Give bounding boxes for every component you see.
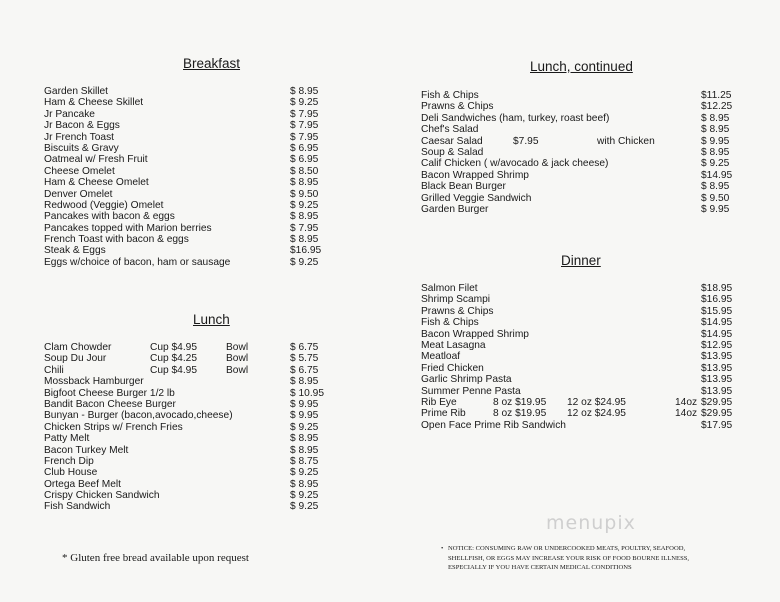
item-name: Chili [44,364,64,376]
item-price: $14.95 [701,169,733,181]
item-price: $ 8.95 [290,433,319,445]
menu-item-row [421,158,741,169]
item-price: $ 9.95 [290,398,319,410]
item-bowl: Bowl [226,353,249,365]
item-name: Ortega Beef Melt [44,478,122,490]
dinner-list [421,283,741,431]
item-price: $14.95 [701,317,733,329]
item-name: Patty Melt [44,433,90,445]
item-cup: Cup $4.95 [150,364,198,376]
item-name: Eggs w/choice of bacon, ham or sausage [44,256,231,268]
item-price: $ 9.25 [701,158,730,170]
menu-item-row [44,410,334,421]
item-name: Club House [44,467,98,479]
item-price: $ 6.95 [290,142,319,154]
item-price: $13.95 [701,374,733,386]
breakfast-heading: Breakfast [183,56,241,71]
menu-item-row [44,177,334,188]
menu-item-row [421,294,741,305]
item-price: $ 7.95 [290,120,319,132]
menu-item-row [44,120,334,131]
item-name: Soup & Salad [421,146,484,158]
item-mid: $7.95 [513,135,539,147]
menu-item-row [44,467,334,478]
item-price: $ 8.95 [701,181,730,193]
item-price: $ 8.95 [290,177,319,189]
item-price: $13.95 [701,385,733,397]
menu-item-row [44,143,334,154]
item-price: $ 8.95 [701,112,730,124]
item-name: Jr French Toast [44,131,115,143]
menu-item-row [44,109,334,120]
item-name: Ham & Cheese Skillet [44,97,144,109]
menu-item-row [421,90,741,101]
item-price: $ 10.95 [290,387,324,399]
item-name: Rib Eye [421,396,457,408]
item-name: Denver Omelet [44,188,113,200]
item-name: Meatloaf [421,351,461,363]
item-bowl: Bowl [226,342,249,353]
item-name: Open Face Prime Rib Sandwich [421,419,566,431]
menu-item-row [44,422,334,433]
menu-item-row [421,363,741,374]
item-price: $ 8.95 [290,444,319,456]
gluten-free-note: * Gluten free bread available upon request [62,552,249,564]
item-name: Bigfoot Cheese Burger 1/2 lb [44,387,175,399]
item-price: $13.95 [701,351,733,363]
menu-item-row [421,386,741,397]
item-price: $ 6.75 [290,364,319,376]
dinner-heading: Dinner [561,253,601,268]
item-price: $ 7.95 [290,131,319,143]
item-name: Prime Rib [421,408,466,420]
item-price: $ 9.50 [290,188,319,200]
item-price: $ 9.25 [290,501,319,513]
item-cup: Cup $4.25 [150,353,198,365]
item-price: $18.95 [701,283,733,294]
menu-item-row [44,456,334,467]
item-name: French Toast with bacon & eggs [44,234,189,246]
menu-item-row [44,342,334,353]
menu-item-row [421,136,741,147]
item-name: Steak & Eggs [44,245,106,257]
menu-item-row [421,306,741,317]
menu-item-row [421,124,741,135]
menu-item-row [44,166,334,177]
menu-item-row [44,189,334,200]
menu-item-row [421,113,741,124]
menu-item-row [421,374,741,385]
item-name: Summer Penne Pasta [421,385,521,397]
item-price: $ 8.50 [290,165,319,177]
item-price: $15.95 [701,305,733,317]
item-name: Chicken Strips w/ French Fries [44,421,183,433]
item-cup: Cup $4.95 [150,342,198,353]
item-name: Caesar Salad [421,135,483,147]
item-price: $16.95 [290,245,322,257]
menu-item-row [44,154,334,165]
item-price: $ 9.95 [701,203,730,215]
item-price: $12.95 [701,339,733,351]
item-bowl: Bowl [226,364,249,376]
item-price: $29.95 [701,408,733,420]
item-price: $16.95 [701,294,733,306]
food-safety-notice [441,544,768,573]
item-extra: with Chicken [597,135,655,147]
item-oz12: 12 oz $24.95 [567,408,626,420]
item-price: $29.95 [701,396,733,408]
notice-line-2: SHELLFISH, OR EGGS MAY INCREASE YOUR RISK OF FOOD BOURNE ILLNESS, [448,554,690,562]
item-oz8: 8 oz $19.95 [493,396,547,408]
item-name: Fried Chicken [421,362,484,374]
item-price: $ 9.25 [290,199,319,211]
item-oz12: 12 oz $24.95 [567,396,626,408]
menu-item-row [44,223,334,234]
item-name: Fish Sandwich [44,501,111,513]
menu-item-row [421,397,741,408]
item-name: Bunyan - Burger (bacon,avocado,cheese) [44,410,233,422]
menu-item-row [44,200,334,211]
menu-item-row [44,211,334,222]
menu-item-row [44,257,334,268]
menu-item-row [421,408,741,419]
item-oz8: 8 oz $19.95 [493,408,547,420]
menu-item-row [44,234,334,245]
item-name: Meat Lasagna [421,339,486,351]
item-price: $ 8.95 [290,376,319,388]
item-price: $ 6.75 [290,342,319,353]
menu-item-row [44,97,334,108]
item-price: $ 8.75 [290,455,319,467]
item-name: Chef's Salad [421,124,479,136]
menu-item-row [44,245,334,256]
item-name: Mossback Hamburger [44,376,144,388]
item-price: $12.25 [701,101,733,113]
menu-item-row [421,101,741,112]
item-name: Salmon Filet [421,283,478,294]
item-name: Jr Pancake [44,108,95,120]
lunch-list [44,342,334,513]
notice-line-1: NOTICE: CONSUMING RAW OR UNDERCOOKED MEATS, POULTRY, SEAFOOD, [448,545,686,552]
item-price: $ 9.25 [290,467,319,479]
item-name: Bacon Turkey Melt [44,444,129,456]
menupix-watermark: menupix [546,512,636,534]
item-name: Oatmeal w/ Fresh Fruit [44,154,148,166]
item-price: $ 9.50 [701,192,730,204]
item-price: $ 7.95 [290,108,319,120]
item-name: Cheese Omelet [44,165,115,177]
item-price: $ 7.95 [290,222,319,234]
item-name: Pancakes with bacon & eggs [44,211,175,223]
item-name: French Dip [44,455,94,467]
lunch-heading: Lunch [193,312,230,327]
menu-item-row [44,501,334,512]
item-price: $ 8.95 [701,124,730,136]
item-oz14: 14oz [675,396,698,408]
item-name: Black Bean Burger [421,181,506,193]
item-name: Jr Bacon & Eggs [44,120,120,132]
item-price: $ 8.95 [290,234,319,246]
item-name: Garden Burger [421,203,489,215]
item-oz14: 14oz [675,408,698,420]
item-name: Prawns & Chips [421,101,494,113]
menu-item-row [44,399,334,410]
item-name: Deli Sandwiches (ham, turkey, roast beef) [421,112,610,124]
item-price: $ 5.75 [290,353,319,365]
notice-bullet: • [441,545,444,552]
item-name: Clam Chowder [44,342,112,353]
item-name: Garden Skillet [44,86,108,97]
menu-item-row [44,376,334,387]
item-price: $ 9.25 [290,421,319,433]
item-price: $ 9.25 [290,97,319,109]
item-price: $ 9.25 [290,490,319,502]
menu-item-row [44,445,334,456]
item-price: $ 9.95 [290,410,319,422]
item-name: Biscuits & Gravy [44,142,119,154]
item-name: Redwood (Veggie) Omelet [44,199,164,211]
notice-line-3: ESPECIALLY IF YOU HAVE CERTAIN MEDICAL CONDITIONS [448,564,632,572]
item-price: $13.95 [701,362,733,374]
menu-item-row [44,388,334,399]
breakfast-list [44,86,334,268]
item-name: Pancakes topped with Marion berries [44,222,212,234]
menu-item-row [421,351,741,362]
menu-item-row [44,365,334,376]
menu-item-row [421,329,741,340]
item-price: $ 8.95 [290,478,319,490]
item-price: $17.95 [701,419,733,431]
item-name: Fish & Chips [421,90,479,101]
item-name: Garlic Shrimp Pasta [421,374,512,386]
menu-item-row [44,132,334,143]
item-price: $14.95 [701,328,733,340]
item-name: Grilled Veggie Sandwich [421,192,532,204]
lunch-continued-list [421,90,741,215]
menu-item-row [44,86,334,97]
item-name: Bacon Wrapped Shrimp [421,328,529,340]
item-price: $ 6.95 [290,154,319,166]
menu-item-row [421,181,741,192]
item-price: $ 9.25 [290,256,319,268]
menu-item-row [421,340,741,351]
item-price: $ 9.95 [701,135,730,147]
menu-item-row [421,193,741,204]
lunch-continued-heading: Lunch, continued [530,59,633,74]
item-name: Shrimp Scampi [421,294,491,306]
menu-item-row [421,204,741,215]
item-name: Soup Du Jour [44,353,107,365]
item-name: Crispy Chicken Sandwich [44,490,160,502]
menu-item-row [421,170,741,181]
item-name: Bacon Wrapped Shrimp [421,169,529,181]
menu-item-row [421,147,741,158]
menu-item-row [44,479,334,490]
menu-item-row [421,317,741,328]
item-price: $ 8.95 [290,86,319,97]
item-price: $ 8.95 [701,146,730,158]
item-price: $11.25 [701,90,732,101]
menu-item-row [44,353,334,364]
menu-item-row [44,433,334,444]
menu-item-row [421,420,741,431]
menu-item-row [44,490,334,501]
menu-item-row [421,283,741,294]
item-name: Bandit Bacon Cheese Burger [44,398,176,410]
item-name: Calif Chicken ( w/avocado & jack cheese) [421,158,609,170]
item-name: Ham & Cheese Omelet [44,177,149,189]
item-name: Prawns & Chips [421,305,494,317]
item-name: Fish & Chips [421,317,479,329]
item-price: $ 8.95 [290,211,319,223]
